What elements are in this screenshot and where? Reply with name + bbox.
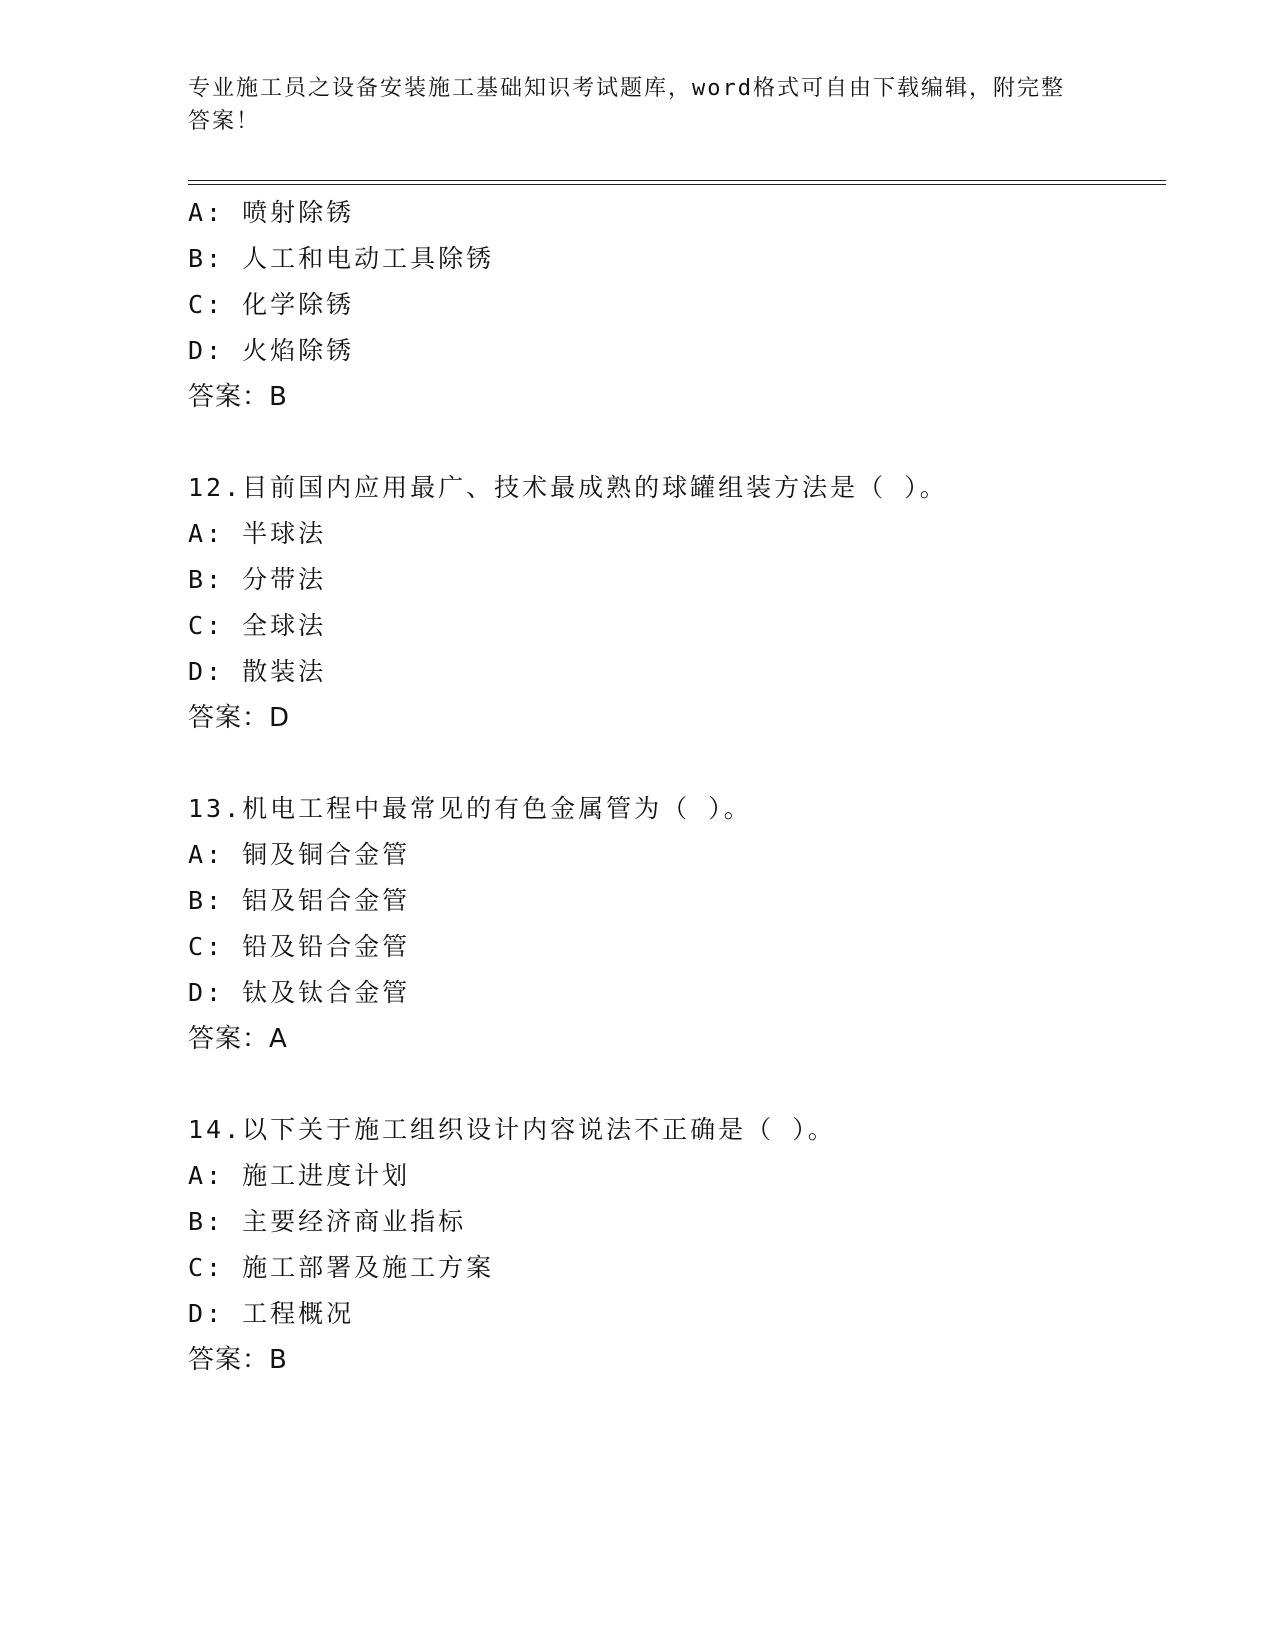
option-d: D: 散装法	[188, 657, 327, 686]
option-b: B: 铝及铝合金管	[188, 886, 411, 915]
option-d: D: 钛及钛合金管	[188, 978, 411, 1007]
option-b: B: 主要经济商业指标	[188, 1207, 467, 1236]
answer-label: 答案：B	[188, 382, 288, 412]
document-header: 专业施工员之设备安装施工基础知识考试题库，word格式可自由下载编辑，附完整答案！	[188, 76, 1065, 134]
option-d: D: 工程概况	[188, 1299, 355, 1328]
option-a: A: 施工进度计划	[188, 1161, 411, 1190]
option-c: C: 全球法	[188, 611, 327, 640]
header-divider-bottom	[188, 184, 1166, 185]
option-c: C: 铅及铅合金管	[188, 932, 411, 961]
answer-label: 答案：B	[188, 1345, 288, 1375]
option-a: A: 喷射除锈	[188, 198, 355, 227]
option-d: D: 火焰除锈	[188, 336, 355, 365]
answer-label: 答案：A	[188, 1024, 288, 1054]
answer-label: 答案：D	[188, 703, 291, 733]
option-b: B: 分带法	[188, 565, 327, 594]
header-divider-top	[188, 180, 1166, 181]
question-title: 14.以下关于施工组织设计内容说法不正确是（ ）。	[188, 1115, 836, 1144]
option-b: B: 人工和电动工具除锈	[188, 244, 495, 273]
option-c: C: 化学除锈	[188, 290, 355, 319]
question-title: 12.目前国内应用最广、技术最成熟的球罐组装方法是（ ）。	[188, 473, 948, 502]
question-list	[188, 190, 1166, 1383]
option-a: A: 铜及铜合金管	[188, 840, 411, 869]
option-a: A: 半球法	[188, 519, 327, 548]
question-title: 13.机电工程中最常见的有色金属管为（ ）。	[188, 794, 752, 823]
option-c: C: 施工部署及施工方案	[188, 1253, 495, 1282]
